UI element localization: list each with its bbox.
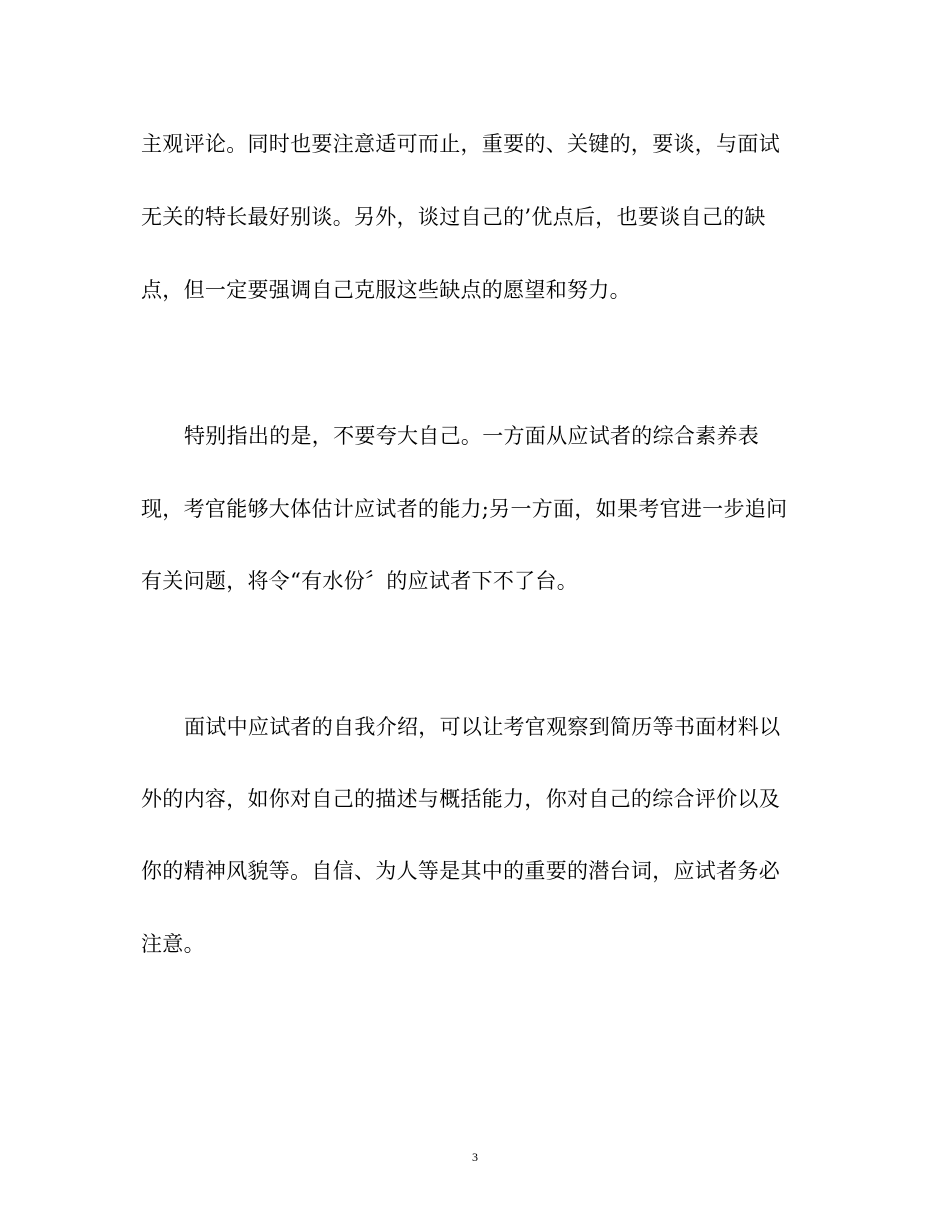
paragraph-line: 主观评论。同时也要注意适可而止，重要的、关键的，要谈，与面试 <box>141 132 780 156</box>
paragraph-line: 无关的特长最好别谈。另外，谈过自己的’优点后，也要谈自己的缺 <box>141 205 766 229</box>
page-number: 3 <box>472 1150 478 1164</box>
paragraph-line: 现，考官能够大体估计应试者的能力;另一方面，如果考官进一步追问 <box>141 497 788 521</box>
paragraph-line: 面试中应试者的自我介绍，可以让考官观察到简历等书面材料以 <box>184 715 781 739</box>
paragraph-line: 注意。 <box>141 932 205 956</box>
paragraph-line: 你的精神风貌等。自信、为人等是其中的重要的潜台词，应试者务必 <box>141 859 780 883</box>
paragraph-line: 外的内容，如你对自己的描述与概括能力，你对自己的综合评价以及 <box>141 787 780 811</box>
paragraph-line: 有关问题，将令“有水份〞的应试者下不了台。 <box>141 569 579 593</box>
paragraph-line: 点，但一定要强调自己克服这些缺点的愿望和努力。 <box>141 278 631 302</box>
paragraph-line: 特别指出的是，不要夸大自己。一方面从应试者的综合素养表 <box>184 424 760 448</box>
